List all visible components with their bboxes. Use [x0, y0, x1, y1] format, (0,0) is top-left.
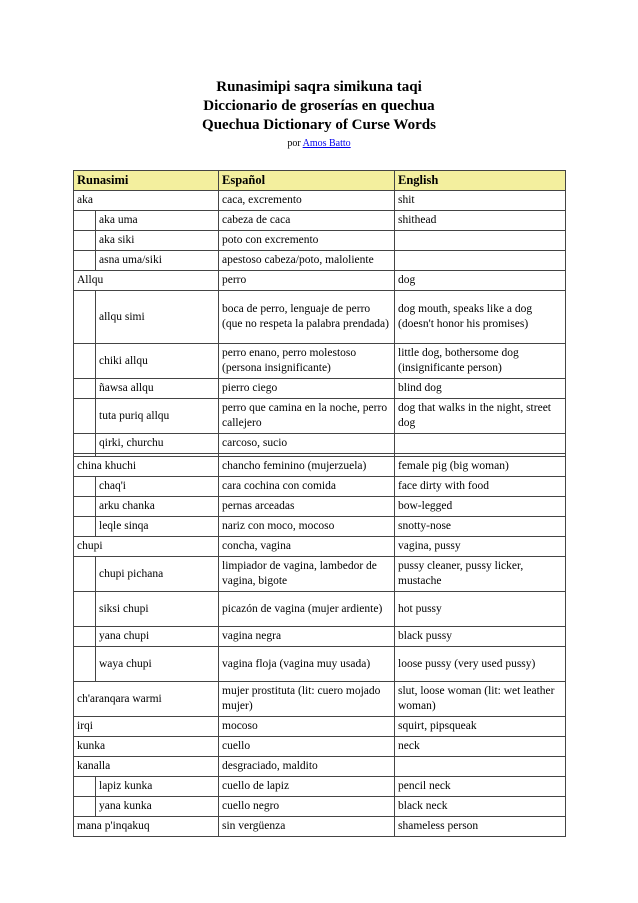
quechua-term: kanalla — [74, 757, 219, 777]
spanish-translation: picazón de vagina (mujer ardiente) — [219, 592, 395, 627]
entry-row — [74, 271, 566, 291]
entry-row — [74, 457, 566, 477]
subentry-row — [74, 592, 566, 627]
spanish-translation: poto con excremento — [219, 231, 395, 251]
spanish-translation: chancho feminino (mujerzuela) — [219, 457, 395, 477]
subentry-row — [74, 211, 566, 231]
indent-cell — [74, 291, 96, 344]
subentry-row — [74, 777, 566, 797]
english-translation: hot pussy — [395, 592, 566, 627]
quechua-term: chiki allqu — [96, 344, 219, 379]
entry-row — [74, 682, 566, 717]
spanish-translation: perro que camina en la noche, perro callejero — [219, 399, 395, 434]
spanish-translation: cara cochina con comida — [219, 477, 395, 497]
indent-cell — [74, 211, 96, 231]
quechua-term: chaq'i — [96, 477, 219, 497]
english-translation: vagina, pussy — [395, 537, 566, 557]
entry-row — [74, 737, 566, 757]
english-translation: dog mouth, speaks like a dog (doesn't honor his promises) — [395, 291, 566, 344]
english-translation — [395, 251, 566, 271]
subentry-row — [74, 231, 566, 251]
english-translation: black neck — [395, 797, 566, 817]
quechua-term: aka siki — [96, 231, 219, 251]
indent-cell — [74, 231, 96, 251]
quechua-term: Allqu — [74, 271, 219, 291]
english-translation: squirt, pipsqueak — [395, 717, 566, 737]
spanish-translation: nariz con moco, mocoso — [219, 517, 395, 537]
indent-cell — [74, 592, 96, 627]
english-translation — [395, 231, 566, 251]
quechua-term: qirki, churchu — [96, 434, 219, 454]
spanish-translation: caca, excremento — [219, 191, 395, 211]
spanish-translation: limpiador de vagina, lambedor de vagina, bigote — [219, 557, 395, 592]
english-translation: black pussy — [395, 627, 566, 647]
spanish-translation: perro — [219, 271, 395, 291]
byline-prefix: por — [287, 138, 301, 149]
spanish-translation: cabeza de caca — [219, 211, 395, 231]
spanish-translation: concha, vagina — [219, 537, 395, 557]
english-translation: shameless person — [395, 817, 566, 837]
indent-cell — [74, 647, 96, 682]
english-translation: loose pussy (very used pussy) — [395, 647, 566, 682]
spanish-translation: carcoso, sucio — [219, 434, 395, 454]
indent-cell — [74, 379, 96, 399]
dictionary-table — [73, 170, 566, 837]
table-body — [74, 191, 566, 837]
document-header — [0, 78, 638, 151]
quechua-term: ch'aranqara warmi — [74, 682, 219, 717]
spanish-translation: apestoso cabeza/poto, maloliente — [219, 251, 395, 271]
quechua-term: siksi chupi — [96, 592, 219, 627]
indent-cell — [74, 399, 96, 434]
quechua-term: mana p'inqakuq — [74, 817, 219, 837]
indent-cell — [74, 251, 96, 271]
byline — [0, 137, 638, 151]
spanish-translation: vagina floja (vagina muy usada) — [219, 647, 395, 682]
quechua-term: lapiz kunka — [96, 777, 219, 797]
subentry-row — [74, 647, 566, 682]
spanish-translation: perro enano, perro molestoso (persona insignificante) — [219, 344, 395, 379]
english-translation: little dog, bothersome dog (insignificante person) — [395, 344, 566, 379]
author-link[interactable]: Amos Batto — [302, 138, 351, 149]
english-translation: pussy cleaner, pussy licker, mustache — [395, 557, 566, 592]
title-quechua: Runasimipi saqra simikuna taqi — [216, 79, 422, 95]
subentry-row — [74, 344, 566, 379]
quechua-term: asna uma/siki — [96, 251, 219, 271]
title-spanish: Diccionario de groserías en quechua — [203, 98, 435, 114]
english-translation: blind dog — [395, 379, 566, 399]
subentry-row — [74, 251, 566, 271]
quechua-term: chupi pichana — [96, 557, 219, 592]
quechua-term: arku chanka — [96, 497, 219, 517]
quechua-term: allqu simi — [96, 291, 219, 344]
subentry-row — [74, 477, 566, 497]
quechua-term: kunka — [74, 737, 219, 757]
subentry-row — [74, 379, 566, 399]
english-translation: bow-legged — [395, 497, 566, 517]
english-translation: snotty-nose — [395, 517, 566, 537]
indent-cell — [74, 627, 96, 647]
english-translation: dog — [395, 271, 566, 291]
entry-row — [74, 817, 566, 837]
english-translation: pencil neck — [395, 777, 566, 797]
quechua-term: leqle sinqa — [96, 517, 219, 537]
indent-cell — [74, 777, 96, 797]
subentry-row — [74, 497, 566, 517]
title-english: Quechua Dictionary of Curse Words — [202, 117, 436, 133]
spanish-translation: pierro ciego — [219, 379, 395, 399]
subentry-row — [74, 434, 566, 454]
entry-row — [74, 537, 566, 557]
column-header-english: English — [395, 171, 566, 191]
english-translation: face dirty with food — [395, 477, 566, 497]
english-translation: shit — [395, 191, 566, 211]
entry-row — [74, 191, 566, 211]
quechua-term: yana kunka — [96, 797, 219, 817]
entry-row — [74, 757, 566, 777]
quechua-term: aka — [74, 191, 219, 211]
quechua-term: chupi — [74, 537, 219, 557]
subentry-row — [74, 291, 566, 344]
quechua-term: irqi — [74, 717, 219, 737]
indent-cell — [74, 797, 96, 817]
quechua-term: china khuchi — [74, 457, 219, 477]
english-translation: dog that walks in the night, street dog — [395, 399, 566, 434]
table-header-row — [74, 171, 566, 191]
english-translation: shithead — [395, 211, 566, 231]
spanish-translation: cuello negro — [219, 797, 395, 817]
spanish-translation: mujer prostituta (lit: cuero mojado mujer) — [219, 682, 395, 717]
column-header-espanol: Español — [219, 171, 395, 191]
english-translation — [395, 434, 566, 454]
subentry-row — [74, 627, 566, 647]
indent-cell — [74, 497, 96, 517]
english-translation: neck — [395, 737, 566, 757]
spanish-translation: pernas arceadas — [219, 497, 395, 517]
subentry-row — [74, 517, 566, 537]
spanish-translation: mocoso — [219, 717, 395, 737]
indent-cell — [74, 344, 96, 379]
entry-row — [74, 717, 566, 737]
quechua-term: tuta puriq allqu — [96, 399, 219, 434]
spanish-translation: cuello — [219, 737, 395, 757]
quechua-term: aka uma — [96, 211, 219, 231]
english-translation: female pig (big woman) — [395, 457, 566, 477]
subentry-row — [74, 797, 566, 817]
spanish-translation: vagina negra — [219, 627, 395, 647]
spanish-translation: desgraciado, maldito — [219, 757, 395, 777]
indent-cell — [74, 557, 96, 592]
indent-cell — [74, 477, 96, 497]
english-translation — [395, 757, 566, 777]
quechua-term: yana chupi — [96, 627, 219, 647]
spanish-translation: boca de perro, lenguaje de perro (que no respeta la palabra prendada) — [219, 291, 395, 344]
quechua-term: waya chupi — [96, 647, 219, 682]
quechua-term: ñawsa allqu — [96, 379, 219, 399]
subentry-row — [74, 399, 566, 434]
column-header-runasimi: Runasimi — [74, 171, 219, 191]
spanish-translation: cuello de lapiz — [219, 777, 395, 797]
indent-cell — [74, 434, 96, 454]
indent-cell — [74, 517, 96, 537]
subentry-row — [74, 557, 566, 592]
english-translation: slut, loose woman (lit: wet leather woman) — [395, 682, 566, 717]
spanish-translation: sin vergüenza — [219, 817, 395, 837]
